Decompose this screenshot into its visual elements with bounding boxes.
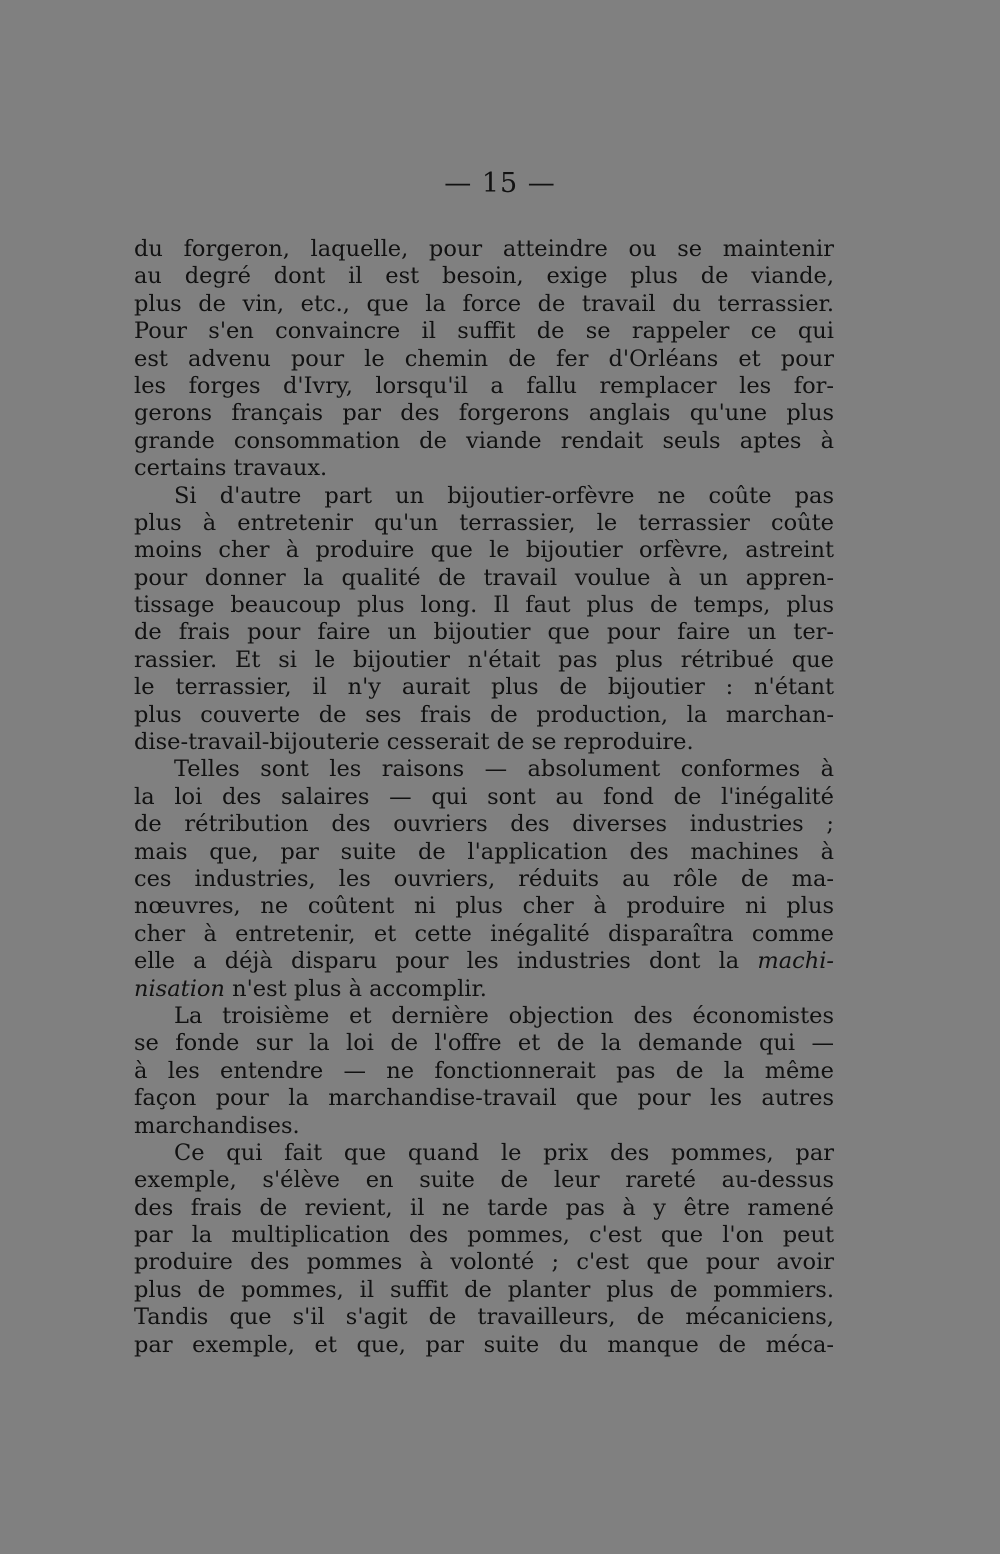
- text-line: La troisième et dernière objection des économistes: [174, 1002, 834, 1029]
- page-number: — 15 —: [444, 168, 556, 199]
- paragraph-5: [134, 1140, 834, 1359]
- text-line: rassier. Et si le bijoutier n'était pas plus rétribué que: [134, 646, 834, 673]
- text-line: Telles sont les raisons — absolument conformes à: [174, 756, 834, 783]
- text-line: plus de pommes, il suffit de planter plus de pommiers.: [134, 1276, 834, 1303]
- text-line: cher à entretenir, et cette inégalité disparaîtra comme: [134, 920, 834, 947]
- italic-word: nisation: [134, 975, 225, 1002]
- text-line: Tandis que s'il s'agit de travailleurs, de mécaniciens,: [134, 1304, 834, 1331]
- paragraph-1: [134, 236, 834, 483]
- text-line: grande consommation de viande rendait seuls aptes à: [134, 427, 834, 454]
- text-line: la loi des salaires — qui sont au fond de l'inégalité: [134, 783, 834, 810]
- text-line: par exemple, et que, par suite du manque de méca-: [134, 1331, 834, 1358]
- text-line: nisation n'est plus à accomplir.: [134, 975, 487, 1002]
- text-line: au degré dont il est besoin, exige plus de viande,: [134, 263, 834, 290]
- text-line: est advenu pour le chemin de fer d'Orléans et pour: [134, 345, 834, 372]
- text-line: plus couverte de ses frais de production, la marchan-: [134, 701, 834, 728]
- paragraph-4: [134, 1003, 834, 1140]
- text-line: le terrassier, il n'y aurait plus de bijoutier : n'étant: [134, 674, 834, 701]
- text-line: plus de vin, etc., que la force de travail du terrassier.: [134, 290, 834, 317]
- text-line: gerons français par des forgerons anglais qu'une plus: [134, 400, 834, 427]
- text-line: à les entendre — ne fonctionnerait pas de la même: [134, 1057, 834, 1084]
- text-line: marchandises.: [134, 1112, 300, 1139]
- paragraph-3: [134, 756, 834, 1003]
- text-line: du forgeron, laquelle, pour atteindre ou se maintenir: [134, 236, 834, 262]
- text-line: des frais de revient, il ne tarde pas à y être ramené: [134, 1194, 834, 1221]
- text-line: les forges d'Ivry, lorsqu'il a fallu remplacer les for-: [134, 372, 834, 399]
- italic-word: machi-: [757, 948, 834, 975]
- text-line: de rétribution des ouvriers des diverses industries ;: [134, 811, 834, 838]
- text-line: nœuvres, ne coûtent ni plus cher à produire ni plus: [134, 893, 834, 920]
- text-line: Ce qui fait que quand le prix des pommes, par: [174, 1139, 834, 1166]
- text-line: Pour s'en convaincre il suffit de se rappeler ce qui: [134, 318, 834, 345]
- text-line: par la multiplication des pommes, c'est que l'on peut: [134, 1222, 834, 1249]
- text-line: moins cher à produire que le bijoutier orfèvre, astreint: [134, 537, 834, 564]
- text-line: plus à entretenir qu'un terrassier, le terrassier coûte: [134, 509, 834, 536]
- text-line: se fonde sur la loi de l'offre et de la demande qui —: [134, 1030, 834, 1057]
- text-line: certains travaux.: [134, 455, 328, 482]
- text-line: Si d'autre part un bijoutier-orfèvre ne coûte pas: [174, 482, 834, 509]
- text-line: mais que, par suite de l'application des machines à: [134, 838, 834, 865]
- text-line: exemple, s'élève en suite de leur rareté au-dessus: [134, 1167, 834, 1194]
- text-line: pour donner la qualité de travail voulue à un appren-: [134, 564, 834, 591]
- body-text: [134, 236, 834, 1359]
- text-line: tissage beaucoup plus long. Il faut plus de temps, plus: [134, 592, 834, 619]
- text-line: dise-travail-bijouterie cesserait de se reproduire.: [134, 729, 694, 756]
- text-line: ces industries, les ouvriers, réduits au rôle de ma-: [134, 865, 834, 892]
- text-line: de frais pour faire un bijoutier que pour faire un ter-: [134, 619, 834, 646]
- text-line: produire des pommes à volonté ; c'est que pour avoir: [134, 1249, 834, 1276]
- text-line: façon pour la marchandise-travail que pour les autres: [134, 1085, 834, 1112]
- paragraph-2: [134, 483, 834, 757]
- text-line: elle a déjà disparu pour les industries dont la machi-: [134, 948, 834, 975]
